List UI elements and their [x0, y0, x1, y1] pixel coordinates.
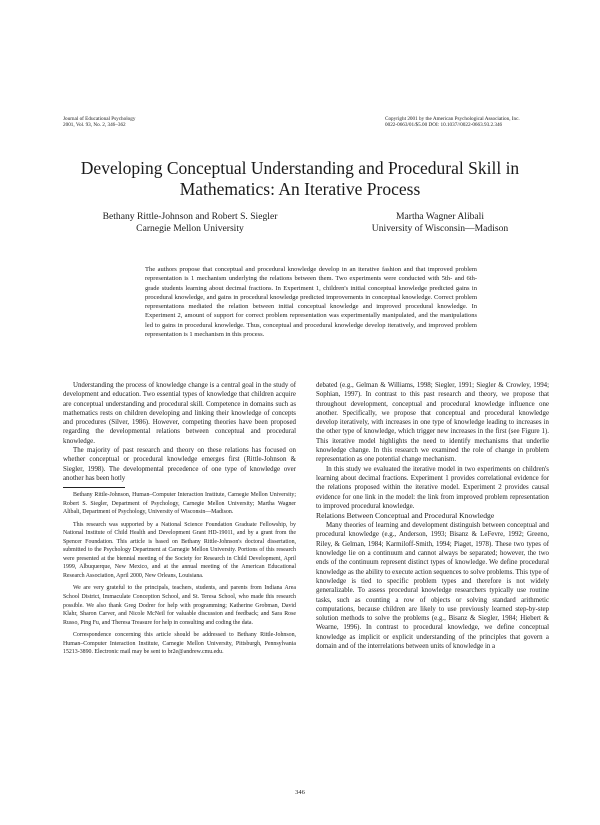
page-number: 346: [295, 789, 305, 796]
body-paragraph: In this study we evaluated the iterative model in two experiments on children's learning about decimal fractions. Experiment 1 provides correlational evidence for the relations proposed within the iterative model. Experiment 2 provides causal evidence for one link in the model: the link from improved problem representation to improved procedural knowledge.: [316, 465, 549, 510]
author-note: Correspondence concerning this article should be addressed to Bethany Rittle-Johnson, Human–Computer Interaction Institute, Carnegie Mellon University, Pittsburgh, Pennsylvania 15213-3890. Electronic mail may be sent to br2e@andrew.cmu.edu.: [63, 632, 296, 656]
left-column: [63, 381, 296, 483]
author-notes: [63, 491, 296, 657]
author-block-right: [340, 211, 540, 234]
copyright-notice: [385, 116, 565, 129]
right-column: [316, 381, 549, 651]
journal-name: Journal of Educational Psychology: [63, 116, 136, 122]
copyright-line: Copyright 2001 by the American Psychological Association, Inc.: [385, 116, 520, 122]
section-heading: Relations Between Conceptual and Procedural Knowledge: [316, 511, 495, 521]
author-names-left: Bethany Rittle-Johnson and Robert S. Siegler: [102, 211, 278, 222]
affiliation-right: University of Wisconsin—Madison: [371, 222, 509, 234]
abstract: The authors propose that conceptual and procedural knowledge develop in an iterative fashion and that improved problem representation is 1 mechanism underlying the relations between them. Two experiments were conducted with 5th- and 6th-grade students learning about decimal fractions. In Experiment 1, children's initial conceptual knowledge predicted gains in procedural knowledge, and gains in procedural knowledge predicted improvements in conceptual knowledge. Correct problem representations mediated the relation between initial conceptual knowledge and improved procedural knowledge. In Experiment 2, amount of support for correct problem representation was experimentally manipulated, and the manipulations led to gains in procedural knowledge. Thus, conceptual and procedural knowledge develop iteratively, and improved problem representation is 1 mechanism in this process.: [145, 266, 477, 338]
journal-volume: 2001, Vol. 93, No. 2, 346–362: [63, 122, 126, 129]
footnote-rule: [63, 487, 125, 488]
author-note: Bethany Rittle-Johnson, Human–Computer Interaction Institute, Carnegie Mellon University; Robert S. Siegler, Department of Psychology, Carnegie Mellon University; Martha Wagner Alibali, Department of Psychology, University of Wisconsin—Madison.: [63, 492, 296, 516]
author-name-right: Martha Wagner Alibali: [395, 211, 485, 222]
doi-line: 0022-0663/01/$5.00 DOI: 10.1037//0022-0663.93.2.346: [385, 122, 503, 129]
body-paragraph: Many theories of learning and development distinguish between conceptual and procedural knowledge (e.g., Anderson, 1993; Bisanz & LeFevre, 1992; Greeno, Riley, & Gelman, 1984; Karmiloff-Smith, 1994; Piaget, 1978). These two types of knowledge lie on a continuum and cannot always be separated; however, the two ends of the continuum represent distinct types of knowledge. We define procedural knowledge as the ability to execute action sequences to solve problems. This type of knowledge is tied to specific problem types and therefore is not widely generalizable. To assess procedural knowledge researchers typically use routine tasks, such as counting a row of objects or solving standard arithmetic computations, because children are likely to use previously learned step-by-step solution methods to solve the problems (e.g., Bisanz & Siegler, 1984; Hiebert & Wearne, 1996). In contrast to procedural knowledge, we define conceptual knowledge as implicit or explicit understanding of the principles that govern a domain and of the interrelations between units of knowledge in a: [316, 522, 549, 651]
author-block-left: [75, 211, 305, 234]
author-note: We are very grateful to the principals, teachers, students, and parents from Indiana Area School District, Immaculate Conception School, and St. Teresa School, who made this research possible. We also thank Greg Dodrer for help with programming; Katherine Grobman, David Klahr, Sharon Carver, and Nicole McNeil for valuable discussion and feedback; and Sara Rose Russo, Ping Fu, and Theresa Treasure for help in consulting and coding the data.: [63, 585, 296, 626]
body-paragraph: debated (e.g., Gelman & Williams, 1998; Siegler, 1991; Siegler & Crowley, 1994; Sophian, 1997). In contrast to this past research and theory, we propose that throughout development, conceptual and procedural knowledge influence one another. Specifically, we propose that conceptual and procedural knowledge develop iteratively, with increases in one type of knowledge leading to increases in the other type of knowledge, which trigger new increases in the first (see Figure 1). This iterative model highlights the need to identify mechanisms that underlie knowledge change. In this research we examined the role of change in problem representation as one potential change mechanism.: [316, 382, 549, 464]
journal-citation: [63, 116, 213, 129]
affiliation-left: Carnegie Mellon University: [136, 222, 244, 234]
body-paragraph: The majority of past research and theory on these relations has focused on whether conceptual or procedural knowledge emerges first (Rittle-Johnson & Siegler, 1998). The developmental precedence of one type of knowledge over another has been hotly: [63, 447, 296, 482]
author-note: This research was supported by a National Science Foundation Graduate Fellowship, by National Institute of Child Health and Development Grant HD-19011, and by a grant from the Spencer Foundation. This article is based on Bethany Rittle-Johnson's doctoral dissertation, submitted to the Psychology Department at Carnegie Mellon University. Portions of this research were presented at the biennial meeting of the Society for Research in Child Development, April 1999, Albuquerque, New Mexico, and at the annual meeting of the American Educational Research Association, April 2000, New Orleans, Louisiana.: [63, 521, 296, 579]
body-paragraph: Understanding the process of knowledge change is a central goal in the study of development and education. Two essential types of knowledge that children acquire are conceptual understanding and procedural skill. Competence in domains such as mathematics rests on children developing and linking their knowledge of concepts and procedures (Silver, 1986). However, competing theories have been proposed regarding the developmental relations between conceptual and procedural knowledge.: [63, 382, 296, 445]
article-title: Developing Conceptual Understanding and Procedural Skill in Mathematics: An Iterative Process: [80, 158, 520, 199]
